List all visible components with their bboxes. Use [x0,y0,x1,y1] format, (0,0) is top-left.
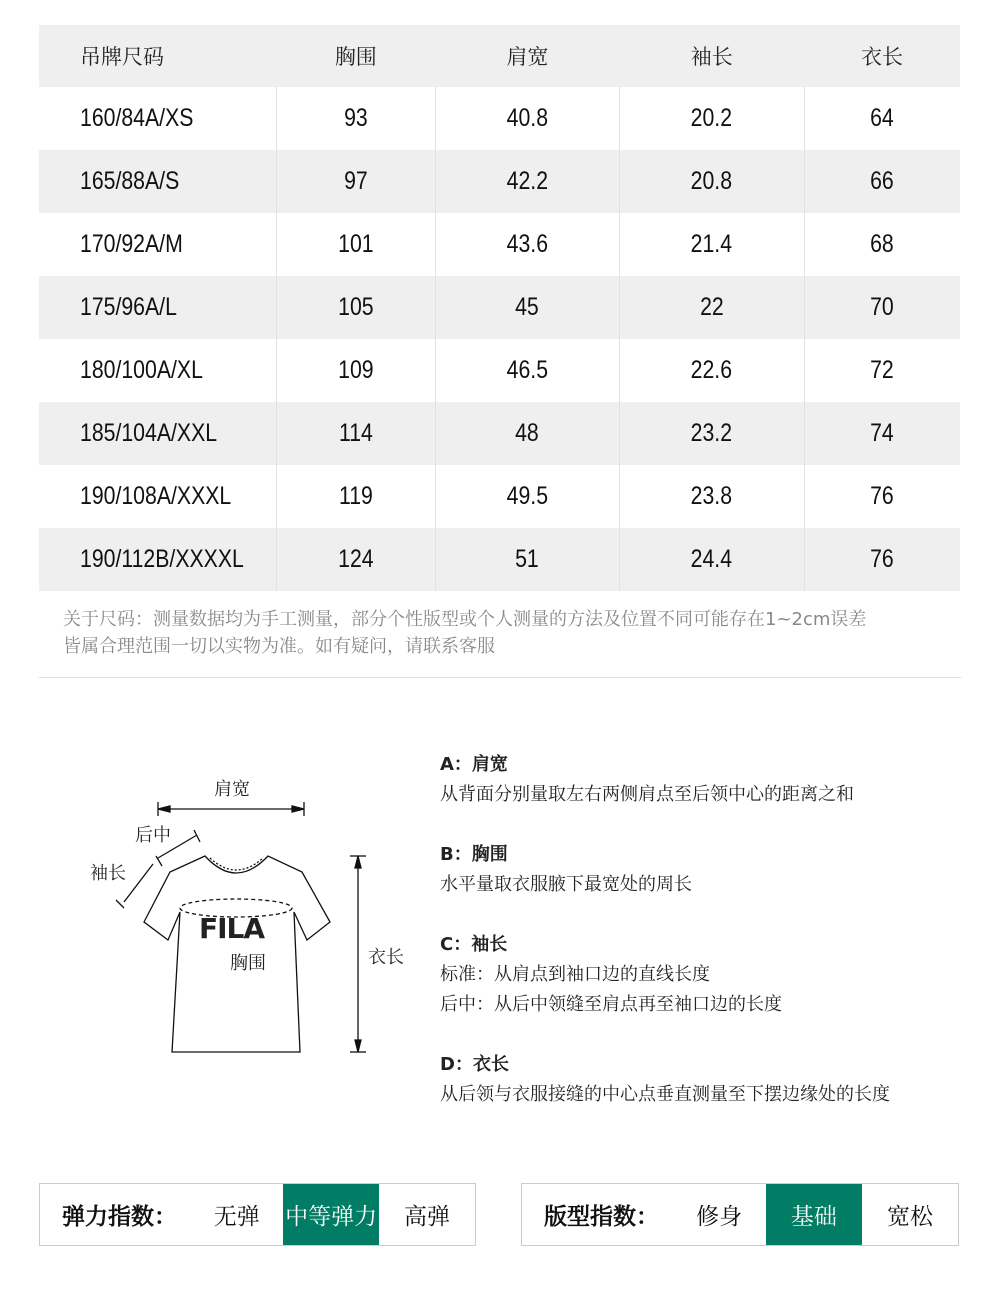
table-cell [277,402,436,465]
table-cell [435,276,619,339]
cell-value: 175/96A/L [80,293,177,321]
cell-value: 22 [699,293,724,321]
cell-value: 109 [338,356,374,384]
cell-value: 42.2 [506,167,549,195]
table-row [39,402,960,465]
table-cell [804,402,960,465]
table-cell [39,276,277,339]
cell-value: 70 [870,293,895,321]
table-cell [804,150,960,213]
table-cell [620,339,804,402]
table-row [39,276,960,339]
cell-value: 74 [870,419,895,447]
cell-value: 24.4 [691,545,733,573]
header-cell: 肩宽 [435,25,619,87]
table-cell [277,528,436,591]
elasticity-option: 高弹 [404,1204,451,1230]
table-cell [620,213,804,276]
header-cell: 吊牌尺码 [39,25,277,87]
table-row [39,150,960,213]
elasticity-index [39,1183,476,1246]
table-cell [804,339,960,402]
table-cell [39,402,277,465]
cell-value: 185/104A/XXL [80,419,218,447]
table-cell [435,87,619,150]
fit-label: 版型指数： [544,1204,659,1230]
fit-index [521,1183,959,1246]
cell-value: 49.5 [506,482,549,510]
cell-value: 190/112B/XXXXL [80,545,244,573]
table-row [39,465,960,528]
header-cell: 袖长 [620,25,804,87]
label-back-center: 后中 [135,825,171,846]
cell-value: 20.8 [691,167,733,195]
label-sleeve: 袖长 [90,863,126,884]
table-cell [277,213,436,276]
desc-length: D：衣长 从后领与衣服接缝的中心点垂直测量至下摆边缘处的长度 [440,1054,890,1105]
table-cell [39,339,277,402]
cell-value: 64 [870,104,895,132]
table-cell [277,87,436,150]
table-row [39,339,960,402]
table-cell [435,465,619,528]
label-length: 衣长 [368,947,404,968]
cell-value: 68 [870,230,895,258]
label-chest: 胸围 [230,953,266,974]
table-cell [620,87,804,150]
table-header [39,25,960,87]
table-cell [39,87,277,150]
table-cell [39,213,277,276]
table-cell [277,150,436,213]
cell-value: 124 [338,545,374,573]
table-cell [620,150,804,213]
label-shoulder: 肩宽 [214,779,250,800]
table-row [39,87,960,150]
table-cell [435,213,619,276]
header-cell: 胸围 [277,25,436,87]
cell-value: 40.8 [506,104,549,132]
header-cell: 衣长 [804,25,960,87]
elasticity-option: 无弹 [213,1204,260,1230]
cell-value: 97 [343,167,368,195]
table-cell [277,339,436,402]
cell-value: 160/84A/XS [80,104,194,132]
table-cell [804,87,960,150]
cell-value: 72 [870,356,895,384]
size-table [39,25,960,591]
fit-option: 宽松 [886,1204,933,1230]
cell-value: 43.6 [506,230,549,258]
table-cell [620,528,804,591]
cell-value: 21.4 [691,230,733,258]
table-cell [620,276,804,339]
fit-option: 修身 [696,1204,743,1230]
cell-value: 46.5 [506,356,549,384]
cell-value: 48 [515,419,540,447]
table-cell [39,150,277,213]
note-line: 皆属合理范围一切以实物为准。如有疑问，请联系客服 [63,636,495,657]
cell-value: 101 [338,230,374,258]
cell-value: 22.6 [691,356,733,384]
cell-value: 170/92A/M [80,230,183,258]
cell-value: 45 [515,293,540,321]
table-cell [804,528,960,591]
desc-shoulder: A：肩宽 从背面分别量取左右两侧肩点至后领中心的距离之和 [440,754,854,805]
cell-value: 190/108A/XXXL [80,482,232,510]
table-row [39,213,960,276]
cell-value: 23.8 [691,482,733,510]
fit-option-selected: 基础 [766,1184,862,1245]
fila-logo: FILA [199,912,265,945]
cell-value: 66 [870,167,895,195]
note-line: 关于尺码：测量数据均为手工测量，部分个性版型或个人测量的方法及位置不同可能存在1~2cm误差 [63,609,867,630]
divider [39,677,961,678]
cell-value: 76 [870,482,895,510]
size-note [63,606,963,660]
table-cell [435,402,619,465]
table-cell [435,339,619,402]
table-cell [39,528,277,591]
cell-value: 76 [870,545,895,573]
cell-value: 114 [338,419,373,447]
table-cell [435,150,619,213]
elasticity-option-selected: 中等弹力 [283,1184,379,1245]
elasticity-label: 弹力指数： [62,1204,177,1230]
table-cell [620,465,804,528]
table-cell [435,528,619,591]
table-cell [804,213,960,276]
table-cell [620,402,804,465]
table-cell [277,276,436,339]
cell-value: 20.2 [691,104,733,132]
cell-value: 51 [515,545,540,573]
desc-sleeve: C：袖长 标准：从肩点到袖口边的直线长度 后中：从后中领缝至肩点再至袖口边的长度 [440,934,782,1015]
cell-value: 119 [338,482,373,510]
table-cell [39,465,277,528]
table-cell [804,276,960,339]
cell-value: 165/88A/S [80,167,180,195]
cell-value: 93 [343,104,368,132]
cell-value: 180/100A/XL [80,356,203,384]
desc-chest: B：胸围 水平量取衣服腋下最宽处的周长 [440,844,692,895]
table-cell [804,465,960,528]
cell-value: 23.2 [691,419,733,447]
table-cell [277,465,436,528]
table-row [39,528,960,591]
cell-value: 105 [338,293,374,321]
